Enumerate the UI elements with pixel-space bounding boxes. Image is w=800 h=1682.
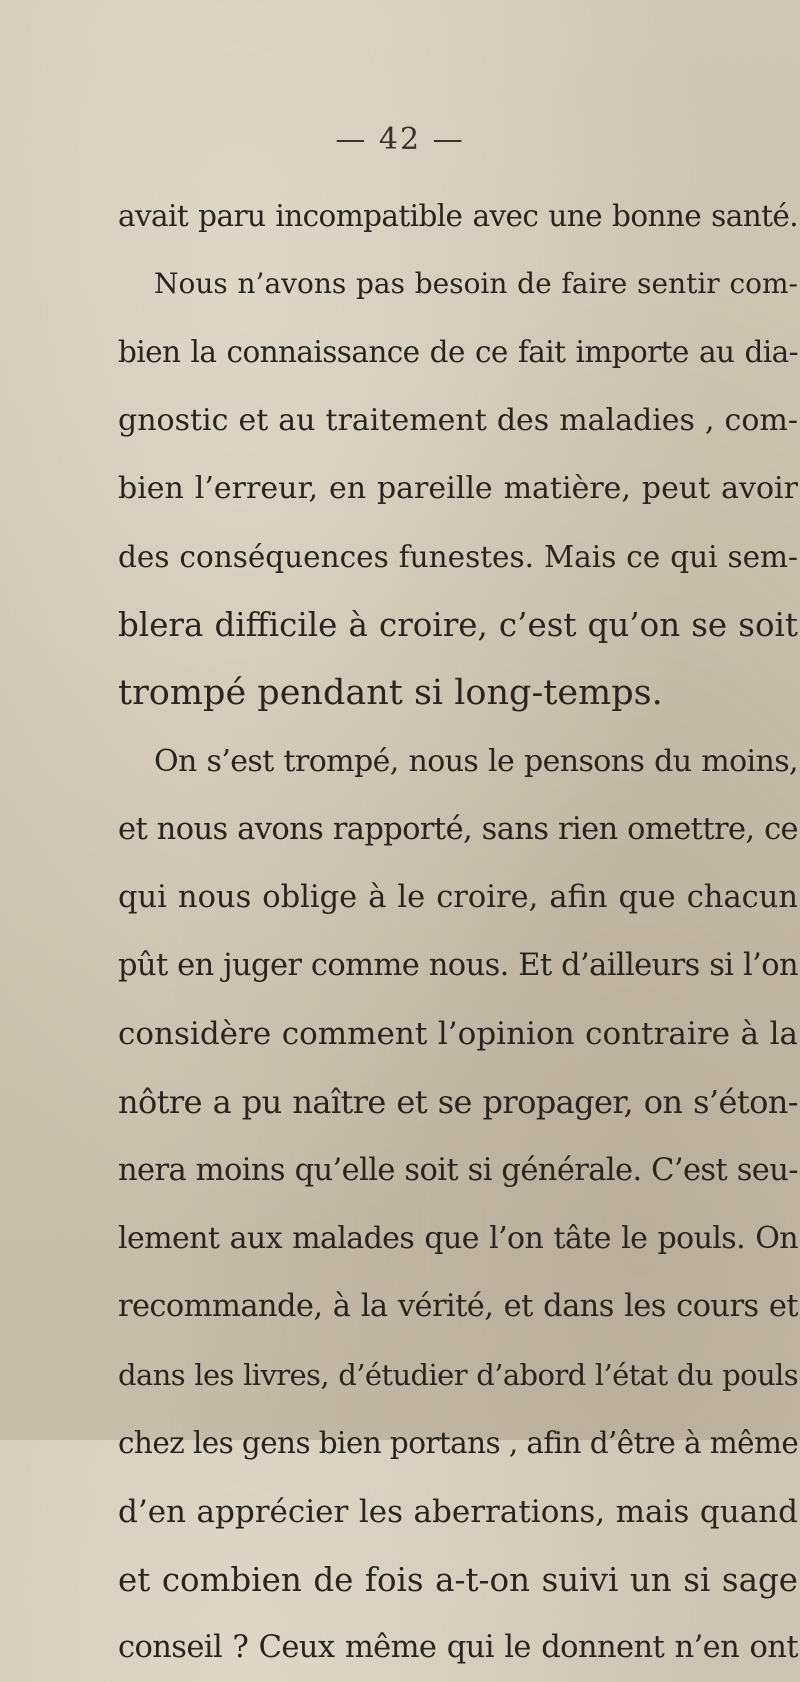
page-number: — 42 —: [335, 122, 465, 157]
text-line: nera moins qu’elle soit si générale. C’est seu-: [118, 1152, 798, 1188]
text-line: bien la connaissance de ce fait importe au dia-: [118, 335, 798, 370]
text-line: bien l’erreur, en pareille matière, peut avoir: [118, 470, 798, 506]
text-line: nôtre a pu naître et se propager, on s’éton-: [118, 1083, 798, 1122]
body-text: [118, 182, 798, 1682]
text-line: et nous avons rapporté, sans rien omettre, ce: [118, 811, 798, 847]
text-line: et combien de fois a-t-on suivi un si sage: [118, 1560, 798, 1599]
text-line: Nous n’avons pas besoin de faire sentir com-: [154, 267, 798, 301]
text-line: lement aux malades que l’on tâte le pouls. On: [118, 1220, 798, 1256]
text-line: considère comment l’opinion contraire à la: [118, 1016, 798, 1053]
text-line: trompé pendant si long-temps.: [118, 673, 663, 714]
text-line: d’en apprécier les aberrations, mais quand: [118, 1493, 798, 1530]
text-line: chez les gens bien portans , afin d’être à même: [118, 1426, 798, 1461]
text-line: On s’est trompé, nous le pensons du moins,: [154, 743, 798, 779]
text-line: pût en juger comme nous. Et d’ailleurs si l’on: [118, 948, 798, 984]
text-line: conseil ? Ceux même qui le donnent n’en ont: [118, 1629, 798, 1665]
text-line: qui nous oblige à le croire, afin que chacun: [118, 879, 798, 915]
text-line: gnostic et au traitement des maladies , com-: [118, 402, 798, 438]
text-line: des conséquences funestes. Mais ce qui sem-: [118, 539, 798, 574]
text-line: avait paru incompatible avec une bonne santé.: [118, 199, 798, 233]
text-line: recommande, à la vérité, et dans les cours et: [118, 1289, 798, 1324]
text-line: dans les livres, d’étudier d’abord l’état du pouls: [118, 1358, 798, 1393]
text-line: blera difficile à croire, c’est qu’on se soit: [118, 606, 798, 645]
